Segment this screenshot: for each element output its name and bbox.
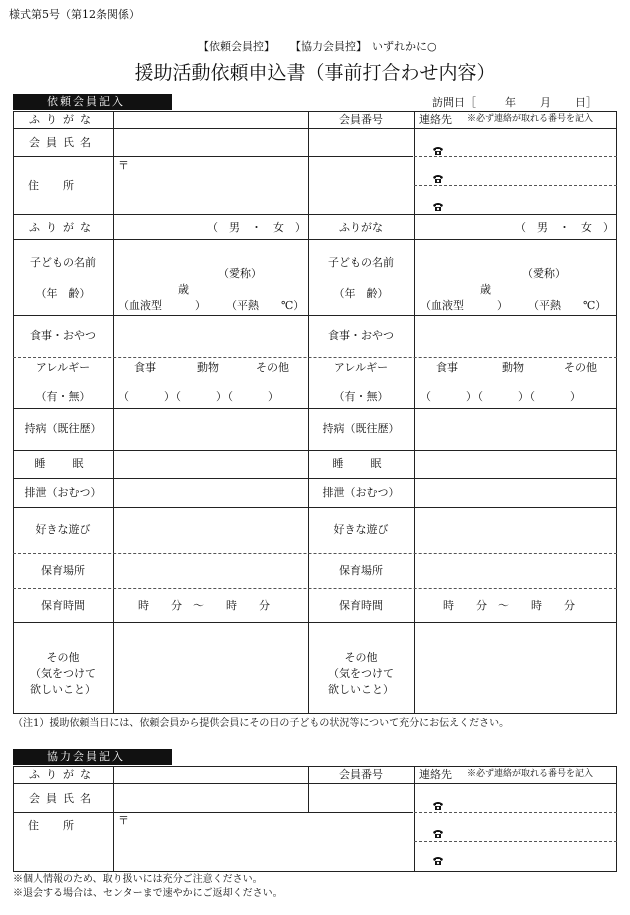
allergy-parens-left: （ ）（ ）（ ）: [118, 390, 280, 403]
visit-day: 日］: [575, 96, 597, 109]
age-label-left: （年 齢）: [35, 287, 91, 300]
other-label-right-1: その他: [344, 651, 378, 664]
helper-furigana-label: ふりがな: [29, 768, 97, 781]
allergy-animal-right: 動物: [502, 361, 524, 374]
care-time-format-right: 時 分 ～ 時 分: [443, 599, 575, 612]
visit-date-label: 訪問日［: [432, 96, 476, 109]
other-label-left-3: 欲しいこと）: [30, 683, 96, 696]
allergy-yesno-left: （有・無）: [35, 390, 91, 403]
chronic-label-right: 持病（既往歴）: [322, 422, 400, 435]
child-furigana-label-left: ふりがな: [29, 221, 97, 234]
allergy-label-right: アレルギー: [333, 361, 389, 374]
child-name-label-left: 子どもの名前: [30, 256, 96, 269]
helper-table: [13, 766, 617, 872]
nickname-left: （愛称）: [218, 267, 262, 280]
copy-label-requester[interactable]: 【依頼会員控】: [198, 40, 275, 53]
helper-contact-label: 連絡先: [419, 768, 452, 781]
copy-label-note: いずれかに○: [372, 40, 437, 53]
helper-contact-note: ※必ず連絡が取れる番号を記入: [467, 769, 594, 779]
care-time-label-right: 保育時間: [339, 599, 383, 612]
helper-member-number-label: 会員番号: [339, 768, 383, 781]
care-time-format-left: 時 分 ～ 時 分: [138, 599, 270, 612]
contact-note: ※必ず連絡が取れる番号を記入: [467, 114, 594, 124]
telephone-icon: [432, 856, 444, 866]
telephone-icon: [432, 174, 444, 184]
meals-label-right: 食事・おやつ: [328, 329, 394, 342]
age-label-right: （年 齢）: [333, 287, 389, 300]
page-title: 援助活動依頼申込書（事前打合わせ内容）: [134, 62, 496, 84]
care-place-label-left: 保育場所: [41, 564, 85, 577]
play-label-left: 好きな遊び: [35, 523, 91, 536]
contact-label: 連絡先: [419, 113, 452, 126]
helper-section-header: 協力会員記入: [13, 749, 172, 765]
avg-temp-left: （平熱 ℃）: [226, 299, 305, 312]
requester-table: [13, 111, 617, 714]
sai-right: 歳: [480, 283, 491, 296]
other-label-right-3: 欲しいこと）: [328, 683, 394, 696]
other-label-left-1: その他: [46, 651, 80, 664]
sleep-label-left: 睡 眠: [34, 457, 92, 470]
allergy-food-right: 食事: [436, 361, 458, 374]
footer-note-2: ※退会する場合は、センターまで速やかにご返却ください。: [13, 888, 283, 899]
visit-month: 月: [540, 96, 551, 109]
allergy-yesno-right: （有・無）: [333, 390, 389, 403]
child-name-label-right: 子どもの名前: [328, 256, 394, 269]
allergy-other-right: その他: [564, 361, 597, 374]
allergy-animal-left: 動物: [197, 361, 219, 374]
member-number-label: 会員番号: [339, 113, 383, 126]
furigana-label: ふりがな: [29, 113, 97, 126]
address-label: 住所: [28, 179, 98, 192]
note-1: （注1）援助依頼当日には、依頼会員から提供会員にその日の子どもの状況等について充分にお伝えください。: [13, 718, 510, 729]
copy-label-helper[interactable]: 【協力会員控】: [290, 40, 367, 53]
gender-left: （ 男 ・ 女 ）: [207, 221, 306, 234]
helper-member-name-label: 会員氏名: [29, 792, 97, 805]
footer-note-1: ※個人情報のため、取り扱いには充分ご注意ください。: [13, 874, 263, 885]
care-time-label-left: 保育時間: [41, 599, 85, 612]
telephone-icon: [432, 202, 444, 212]
nickname-right: （愛称）: [522, 267, 566, 280]
visit-year: 年: [505, 96, 516, 109]
blood-type-left: （血液型 ）: [118, 299, 206, 312]
allergy-label-left: アレルギー: [35, 361, 91, 374]
postal-mark: 〒: [118, 159, 129, 172]
play-label-right: 好きな遊び: [333, 523, 389, 536]
other-label-left-2: （気をつけて: [30, 667, 96, 680]
helper-address-label: 住所: [28, 819, 98, 832]
telephone-icon: [432, 829, 444, 839]
blood-type-right: （血液型 ）: [420, 299, 508, 312]
avg-temp-right: （平熱 ℃）: [528, 299, 607, 312]
telephone-icon: [432, 146, 444, 156]
requester-section-header: 依頼会員記入: [13, 94, 172, 110]
excretion-label-right: 排泄（おむつ）: [322, 486, 400, 499]
telephone-icon: [432, 801, 444, 811]
sleep-label-right: 睡 眠: [332, 457, 390, 470]
member-name-label: 会員氏名: [29, 136, 97, 149]
helper-postal-mark: 〒: [118, 814, 129, 827]
chronic-label-left: 持病（既往歴）: [24, 422, 102, 435]
allergy-food-left: 食事: [134, 361, 156, 374]
form-number: 様式第5号（第12条関係）: [9, 8, 140, 21]
meals-label-left: 食事・おやつ: [30, 329, 96, 342]
excretion-label-left: 排泄（おむつ）: [24, 486, 102, 499]
allergy-other-left: その他: [256, 361, 289, 374]
gender-right: （ 男 ・ 女 ）: [515, 221, 614, 234]
care-place-label-right: 保育場所: [339, 564, 383, 577]
child-furigana-label-right: ふりがな: [339, 221, 383, 234]
allergy-parens-right: （ ）（ ）（ ）: [420, 390, 582, 403]
sai-left: 歳: [178, 283, 189, 296]
other-label-right-2: （気をつけて: [328, 667, 394, 680]
